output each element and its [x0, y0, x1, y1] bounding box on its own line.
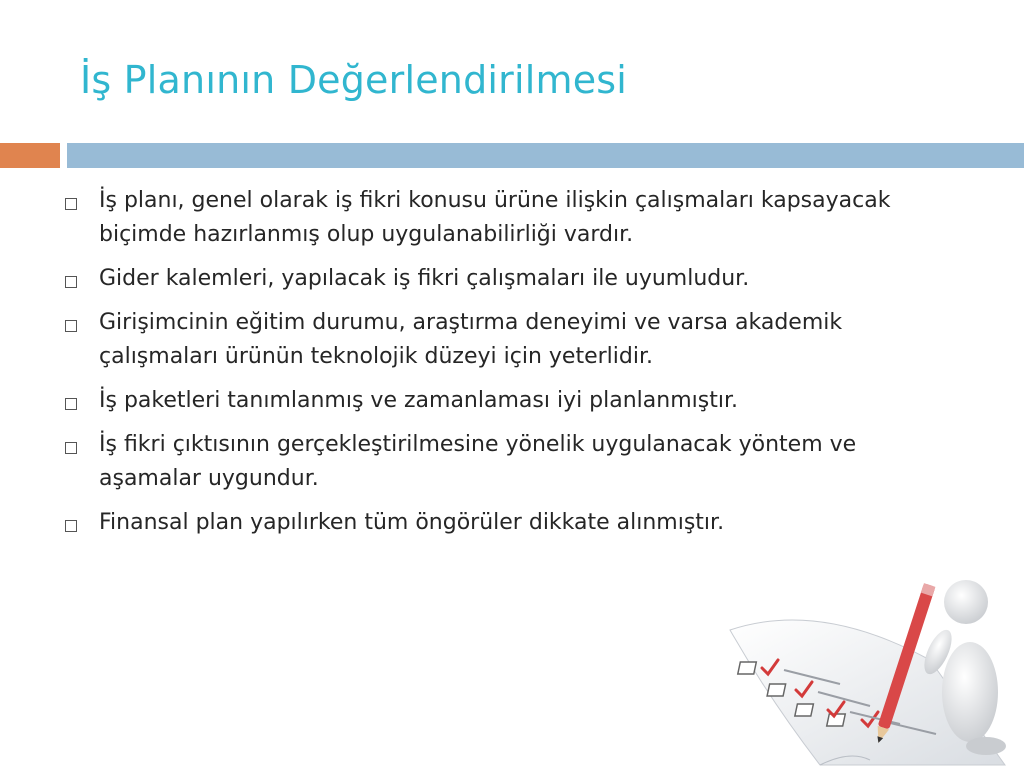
bullet-text: İş planı, genel olarak iş fikri konusu ürüne ilişkin çalışmaları kapsayacak biçimde hazırlanmış olup uygulanabilirliği vardır.: [99, 188, 891, 247]
square-bullet-icon: [65, 520, 77, 532]
list-item: [65, 384, 965, 418]
figure-checklist-pencil-icon: [700, 560, 1024, 768]
list-item: [65, 184, 965, 252]
square-bullet-icon: [65, 442, 77, 454]
bullet-text: Finansal plan yapılırken tüm öngörüler dikkate alınmıştır.: [99, 510, 725, 535]
square-bullet-icon: [65, 276, 77, 288]
square-bullet-icon: [65, 198, 77, 210]
square-bullet-icon: [65, 320, 77, 332]
list-item: [65, 306, 965, 374]
list-item: [65, 262, 965, 296]
accent-bar-blue: [67, 143, 1024, 168]
list-item: [65, 428, 965, 496]
bullet-list: [65, 184, 965, 550]
bullet-text: Girişimcinin eğitim durumu, araştırma deneyimi ve varsa akademik çalışmaları ürünün teknolojik düzeyi için yeterlidir.: [99, 310, 843, 369]
square-bullet-icon: [65, 398, 77, 410]
accent-bar-orange: [0, 143, 60, 168]
bullet-text: İş fikri çıktısının gerçekleştirilmesine yönelik uygulanacak yöntem ve aşamalar uygundur.: [99, 432, 857, 491]
slide-title: İş Planının Değerlendirilmesi: [80, 58, 628, 102]
bullet-text: İş paketleri tanımlanmış ve zamanlaması iyi planlanmıştır.: [99, 388, 738, 413]
list-item: [65, 506, 965, 540]
bullet-text: Gider kalemleri, yapılacak iş fikri çalışmaları ile uyumludur.: [99, 266, 750, 291]
